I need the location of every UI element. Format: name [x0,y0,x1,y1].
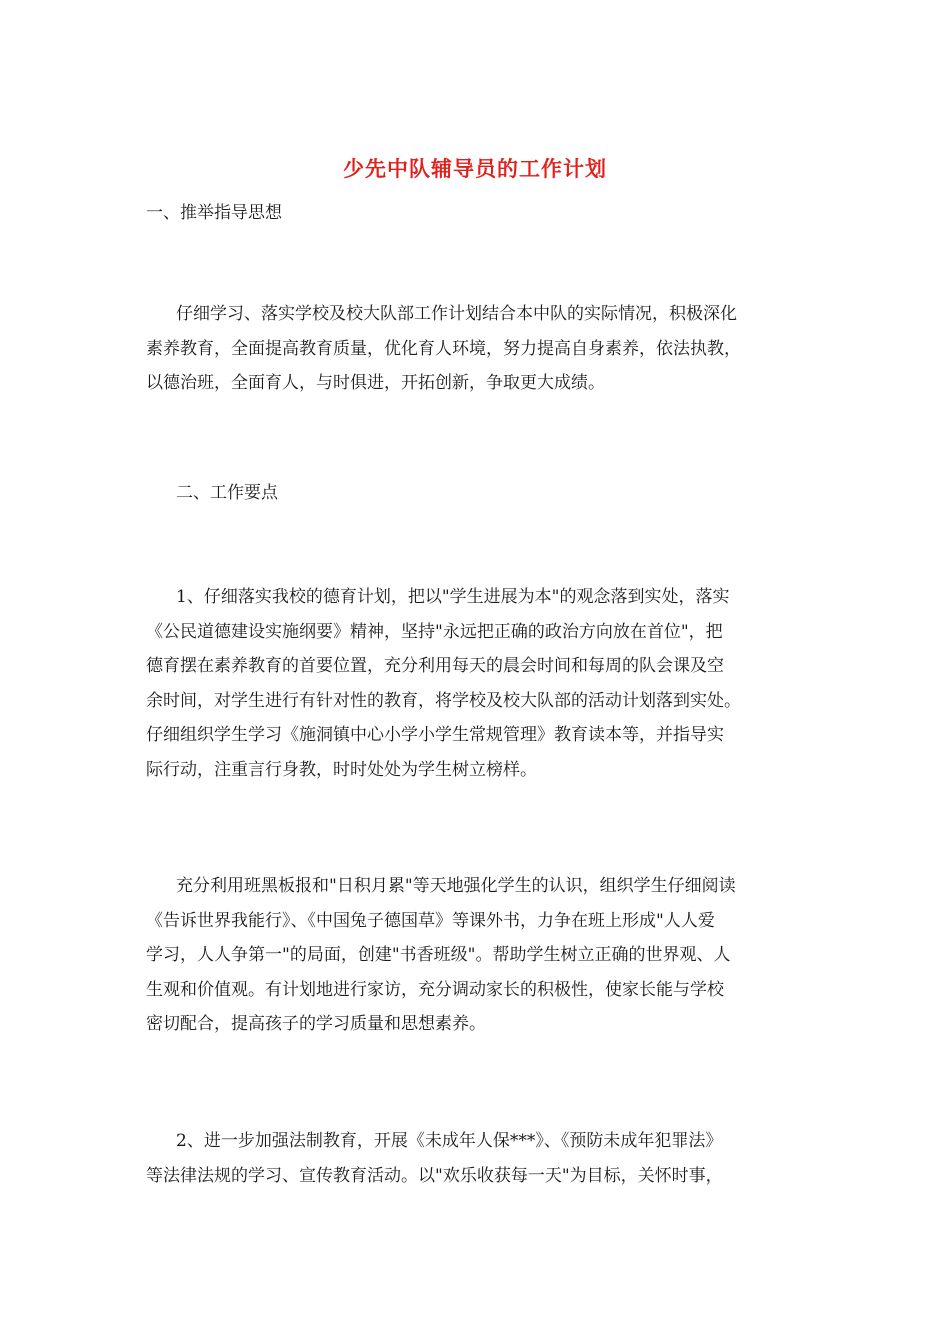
paragraph-work-point-2 [146,1124,806,1193]
section-heading-guiding-ideology: 一、推举指导思想 [146,203,282,223]
text-line: 生观和价值观。有计划地进行家访，充分调动家长的积极性，使家长能与学校 [146,979,724,1000]
text-line: 际行动，注重言行身教，时时处处为学生树立榜样。 [146,759,537,780]
text-line: 等法律法规的学习、宣传教育活动。以"欢乐收获每一天"为目标，关怀时事， [146,1165,723,1186]
text-line: 德育摆在素养教育的首要位置，充分利用每天的晨会时间和每周的队会课及空 [146,656,724,676]
text-line: 1、仔细落实我校的德育计划，把以"学生进展为本"的观念落到实处，落实 [176,587,730,607]
document-title: 少先中队辅导员的工作计划 [343,156,607,181]
paragraph-guiding-ideology [146,297,806,401]
text-line: 学习，人人争第一"的局面，创建"书香班级"。帮助学生树立正确的世界观、人 [146,945,731,965]
paragraph-reading-activities [146,869,806,1042]
text-line: 充分利用班黑板报和"日积月累"等天地强化学生的认识，组织学生仔细阅读 [176,876,736,896]
text-line: 2、进一步加强法制教育，开展《未成年人保***》、《预防未成年犯罪法》 [176,1131,723,1151]
text-line: 素养教育，全面提高教育质量，优化育人环境，努力提高自身素养，依法执教， [146,338,741,359]
text-line: 《公民道德建设实施纲要》精神，坚持"永远把正确的政治方向放在首位"，把 [146,621,723,642]
text-line: 《告诉世界我能行》、《中国兔子德国草》等课外书，力争在班上形成"人人爱 [146,910,715,931]
section-heading-work-points: 二、工作要点 [176,483,278,503]
text-line: 余时间，对学生进行有针对性的教育，将学校及校大队部的活动计划落到实处。 [146,690,741,711]
paragraph-work-point-1 [146,580,806,787]
text-line: 仔细学习、落实学校及校大队部工作计划结合本中队的实际情况，积极深化 [176,304,737,324]
text-line: 以德治班，全面育人，与时俱进，开拓创新，争取更大成绩。 [146,373,605,393]
text-line: 仔细组织学生学习《施洞镇中心小学小学生常规管理》教育读本等，并指导实 [146,725,724,745]
text-line: 密切配合，提高孩子的学习质量和思想素养。 [146,1014,486,1034]
